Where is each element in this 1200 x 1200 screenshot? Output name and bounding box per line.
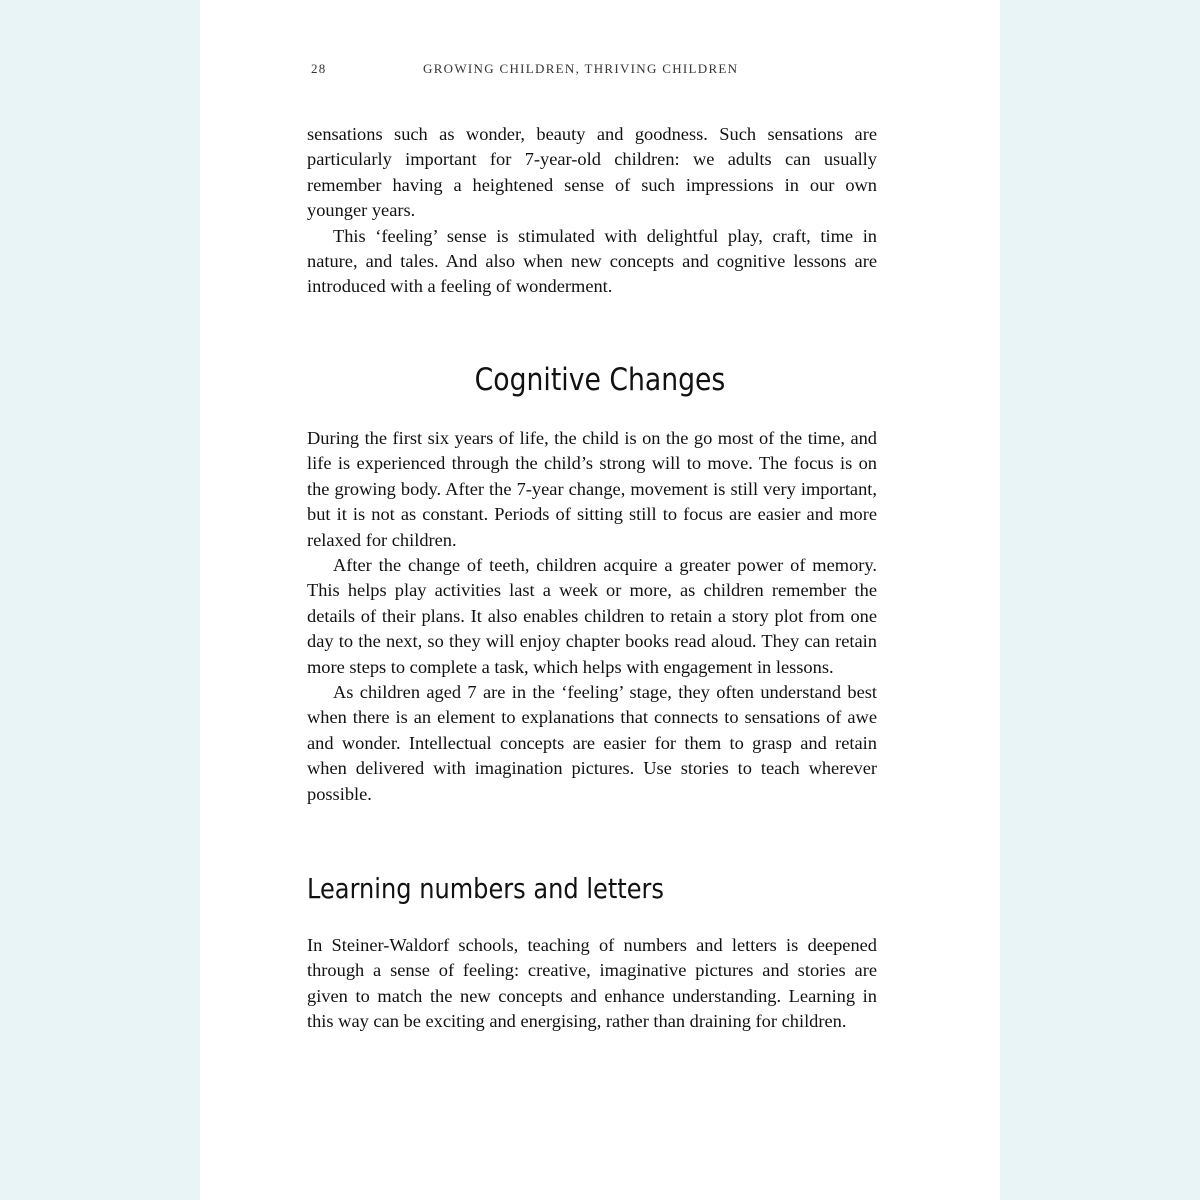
subheading-learning-numbers-letters: Learning numbers and letters [307, 872, 664, 905]
paragraph: sensations such as wonder, beauty and goodness. Such sensations are particularly important for 7-year-old children: we adults can usually remember having a heightened sense of such impressions in our own younger years. [307, 124, 877, 221]
running-head [200, 61, 1000, 81]
section-heading-cognitive-changes: Cognitive Changes [474, 362, 726, 398]
learning-text-block [307, 933, 877, 1035]
paragraph: This ‘feeling’ sense is stimulated with delightful play, craft, time in nature, and tales. And also when new concepts and cognitive lessons are introduced with a feeling of wonderment. [307, 225, 877, 297]
cognitive-text-block [307, 426, 877, 807]
paragraph: During the first six years of life, the child is on the go most of the time, and life is experienced through the child’s strong will to move. The focus is on the growing body. After the 7-year change, movement is still very important, but it is not as constant. Periods of sitting still to focus are easier and more relaxed for children. [307, 428, 877, 550]
paragraph: In Steiner-Waldorf schools, teaching of numbers and letters is deepened through a sense of feeling: creative, imaginative pictures and stories are given to match the new concepts and enhance understanding. Learning in this way can be exciting and energising, rather than draining for children. [307, 935, 877, 1032]
book-page [200, 0, 1000, 1200]
intro-text-block [307, 122, 877, 300]
paragraph: After the change of teeth, children acquire a greater power of memory. This helps play activities last a week or more, as children remember the details of their plans. It also enables children to retain a story plot from one day to the next, so they will enjoy chapter books read aloud. They can retain more steps to complete a task, which helps with engagement in lessons. [307, 555, 877, 677]
paragraph: As children aged 7 are in the ‘feeling’ stage, they often understand best when there is an element to explanations that connects to sensations of awe and wonder. Intellectual concepts are easier for them to grasp and retain when delivered with imagination pictures. Use stories to teach wherever possible. [307, 682, 877, 804]
page-number: 28 [311, 61, 327, 76]
running-title: GROWING CHILDREN, THRIVING CHILDREN [423, 61, 739, 76]
